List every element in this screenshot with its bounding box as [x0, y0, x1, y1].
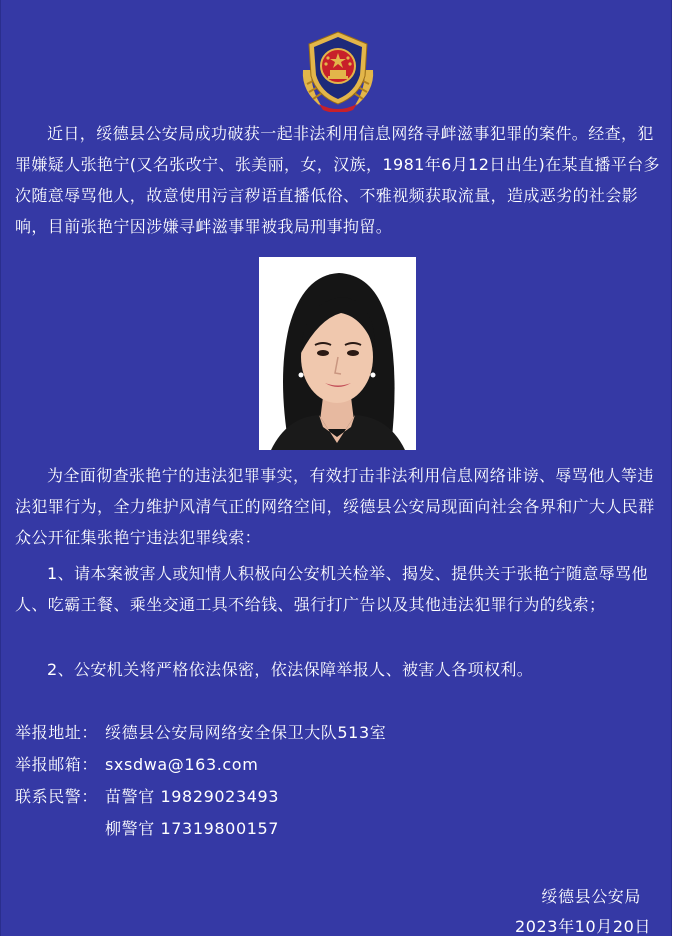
clue-appeal-paragraph: 为全面彻查张艳宁的违法犯罪事实，有效打击非法利用信息网络诽谤、辱骂他人等违法犯罪行为，全力维护风清气正的网络空间，绥德县公安局现面向社会各界和广大人民群众公开征集张艳宁违法犯罪线索：	[15, 466, 655, 547]
report-email-label: 举报邮箱：	[15, 755, 99, 774]
contact-officer-2: 柳警官 17319800157	[105, 819, 280, 838]
report-email-row	[15, 755, 258, 775]
contact-police-row	[15, 787, 279, 807]
contact-police-label: 联系民警：	[15, 787, 99, 806]
report-address-row	[15, 723, 386, 743]
contact-officer-1: 苗警官 19829023493	[105, 787, 280, 806]
signature-date: 2023年10月20日	[514, 917, 651, 936]
suspect-photo	[259, 257, 416, 450]
clue-item-1: 1、请本案被害人或知情人积极向公安机关检举、揭发、提供关于张艳宁随意辱骂他人、吃霸王餐、乘坐交通工具不给钱、强行打广告以及其他违法犯罪行为的线索；	[15, 564, 648, 614]
report-address-value: 绥德县公安局网络安全保卫大队513室	[105, 723, 387, 742]
signature-organization: 绥德县公安局	[541, 887, 641, 906]
case-intro-paragraph: 近日，绥德县公安局成功破获一起非法利用信息网络寻衅滋事犯罪的案件。经查，犯罪嫌疑人张艳宁(又名张改宁、张美丽，女，汉族，1981年6月12日出生)在某直播平台多次随意辱骂他人，故意使用污言秽语直播低俗、不雅视频获取流量，造成恶劣的社会影响，目前张艳宁因涉嫌寻衅滋事罪被我局刑事拘留。	[15, 124, 660, 236]
report-address-label: 举报地址：	[15, 723, 99, 742]
police-badge-emblem	[297, 30, 379, 112]
report-email-value: sxsdwa@163.com	[105, 755, 259, 774]
clue-item-2: 2、公安机关将严格依法保密，依法保障举报人、被害人各项权利。	[47, 660, 534, 679]
